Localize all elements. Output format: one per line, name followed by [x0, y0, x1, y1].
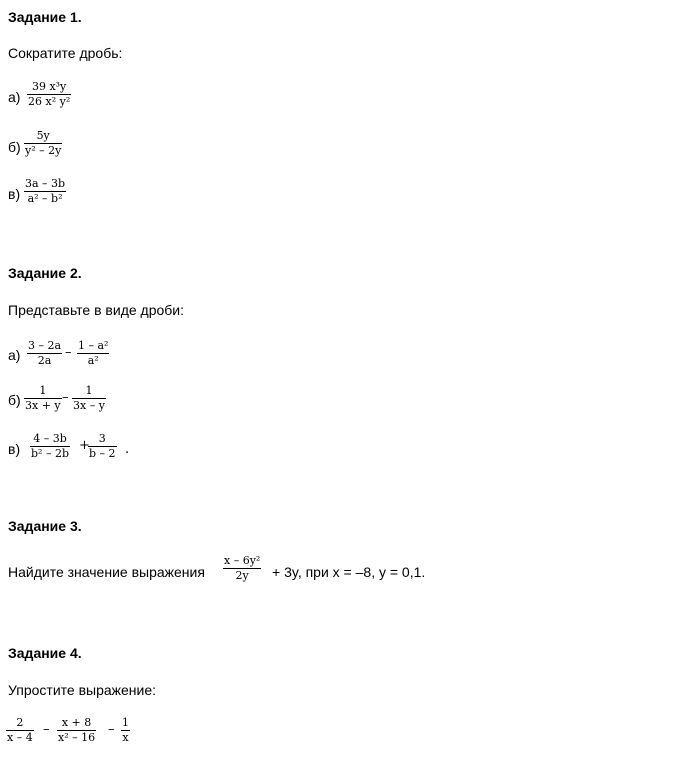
denominator: b² – 2b: [31, 447, 69, 460]
task1-item-a-label: а): [8, 89, 21, 105]
task3-heading: Задание 3.: [8, 518, 82, 534]
task1-item-b-fraction: [24, 129, 62, 158]
task2-heading: Задание 2.: [8, 265, 82, 281]
denominator: x: [122, 731, 129, 744]
task4-heading: Задание 4.: [8, 645, 82, 661]
numerator: 3a – 3b: [25, 177, 66, 190]
task1-instruction: Сократите дробь:: [8, 45, 123, 61]
task4-operator-1: –: [43, 722, 50, 737]
denominator: a²: [87, 354, 99, 367]
denominator: 3x + y: [25, 399, 61, 412]
denominator: 2y: [235, 569, 249, 582]
task2-item-c-label: в): [8, 441, 21, 457]
numerator: 2: [16, 716, 24, 729]
task2-item-c-fraction-1: [30, 432, 70, 461]
task2-item-b-operator: –: [62, 390, 69, 405]
numerator: 3 – 2a: [28, 339, 62, 352]
numerator: x + 8: [61, 716, 92, 729]
denominator: x² – 16: [58, 731, 96, 744]
numerator: 5y: [36, 129, 50, 142]
task2-item-a-operator: –: [65, 345, 72, 360]
denominator: x – 4: [7, 731, 33, 744]
task1-item-a-fraction: [27, 80, 71, 109]
task1-item-b-label: б): [8, 139, 21, 155]
task4-fraction-1: [6, 716, 34, 745]
task2-item-a-fraction-2: [77, 339, 109, 368]
task2-instruction: Представьте в виде дроби:: [8, 302, 185, 318]
numerator: 1: [39, 384, 47, 397]
numerator: 39 x³y: [31, 80, 67, 93]
task2-item-a-label: а): [8, 347, 21, 363]
task2-item-c-operator: +: [79, 438, 90, 453]
task4-fraction-2: [57, 716, 96, 745]
task3-instruction: Найдите значение выражения: [8, 564, 205, 580]
denominator: b – 2: [89, 447, 116, 460]
task1-item-c-label: в): [8, 186, 21, 202]
numerator: 3: [98, 432, 106, 445]
task4-fraction-3: [121, 716, 130, 745]
numerator: 4 – 3b: [33, 432, 67, 445]
task4-instruction: Упростите выражение:: [8, 682, 157, 698]
task2-item-c-period: .: [125, 442, 130, 457]
denominator: 3x – y: [73, 399, 105, 412]
numerator: x – 6y²: [224, 554, 261, 567]
task3-fraction: [223, 554, 261, 583]
denominator: a² – b²: [27, 192, 63, 205]
task2-item-b-fraction-2: [72, 384, 106, 413]
numerator: 1 – a²: [78, 339, 109, 352]
numerator: 1: [85, 384, 93, 397]
task2-item-b-fraction-1: [24, 384, 62, 413]
denominator: y² – 2y: [25, 144, 62, 157]
task1-heading: Задание 1.: [8, 9, 82, 25]
denominator: 2a: [37, 354, 52, 367]
task2-item-c-fraction-2: [88, 432, 117, 461]
task2-item-b-label: б): [8, 392, 21, 408]
task4-operator-2: –: [108, 722, 115, 737]
task2-item-a-fraction-1: [27, 339, 62, 368]
denominator: 26 x² y²: [28, 95, 71, 108]
task3-rest: + 3y, при x = –8, y = 0,1.: [272, 564, 426, 580]
numerator: 1: [122, 716, 129, 729]
task1-item-c-fraction: [24, 177, 66, 206]
